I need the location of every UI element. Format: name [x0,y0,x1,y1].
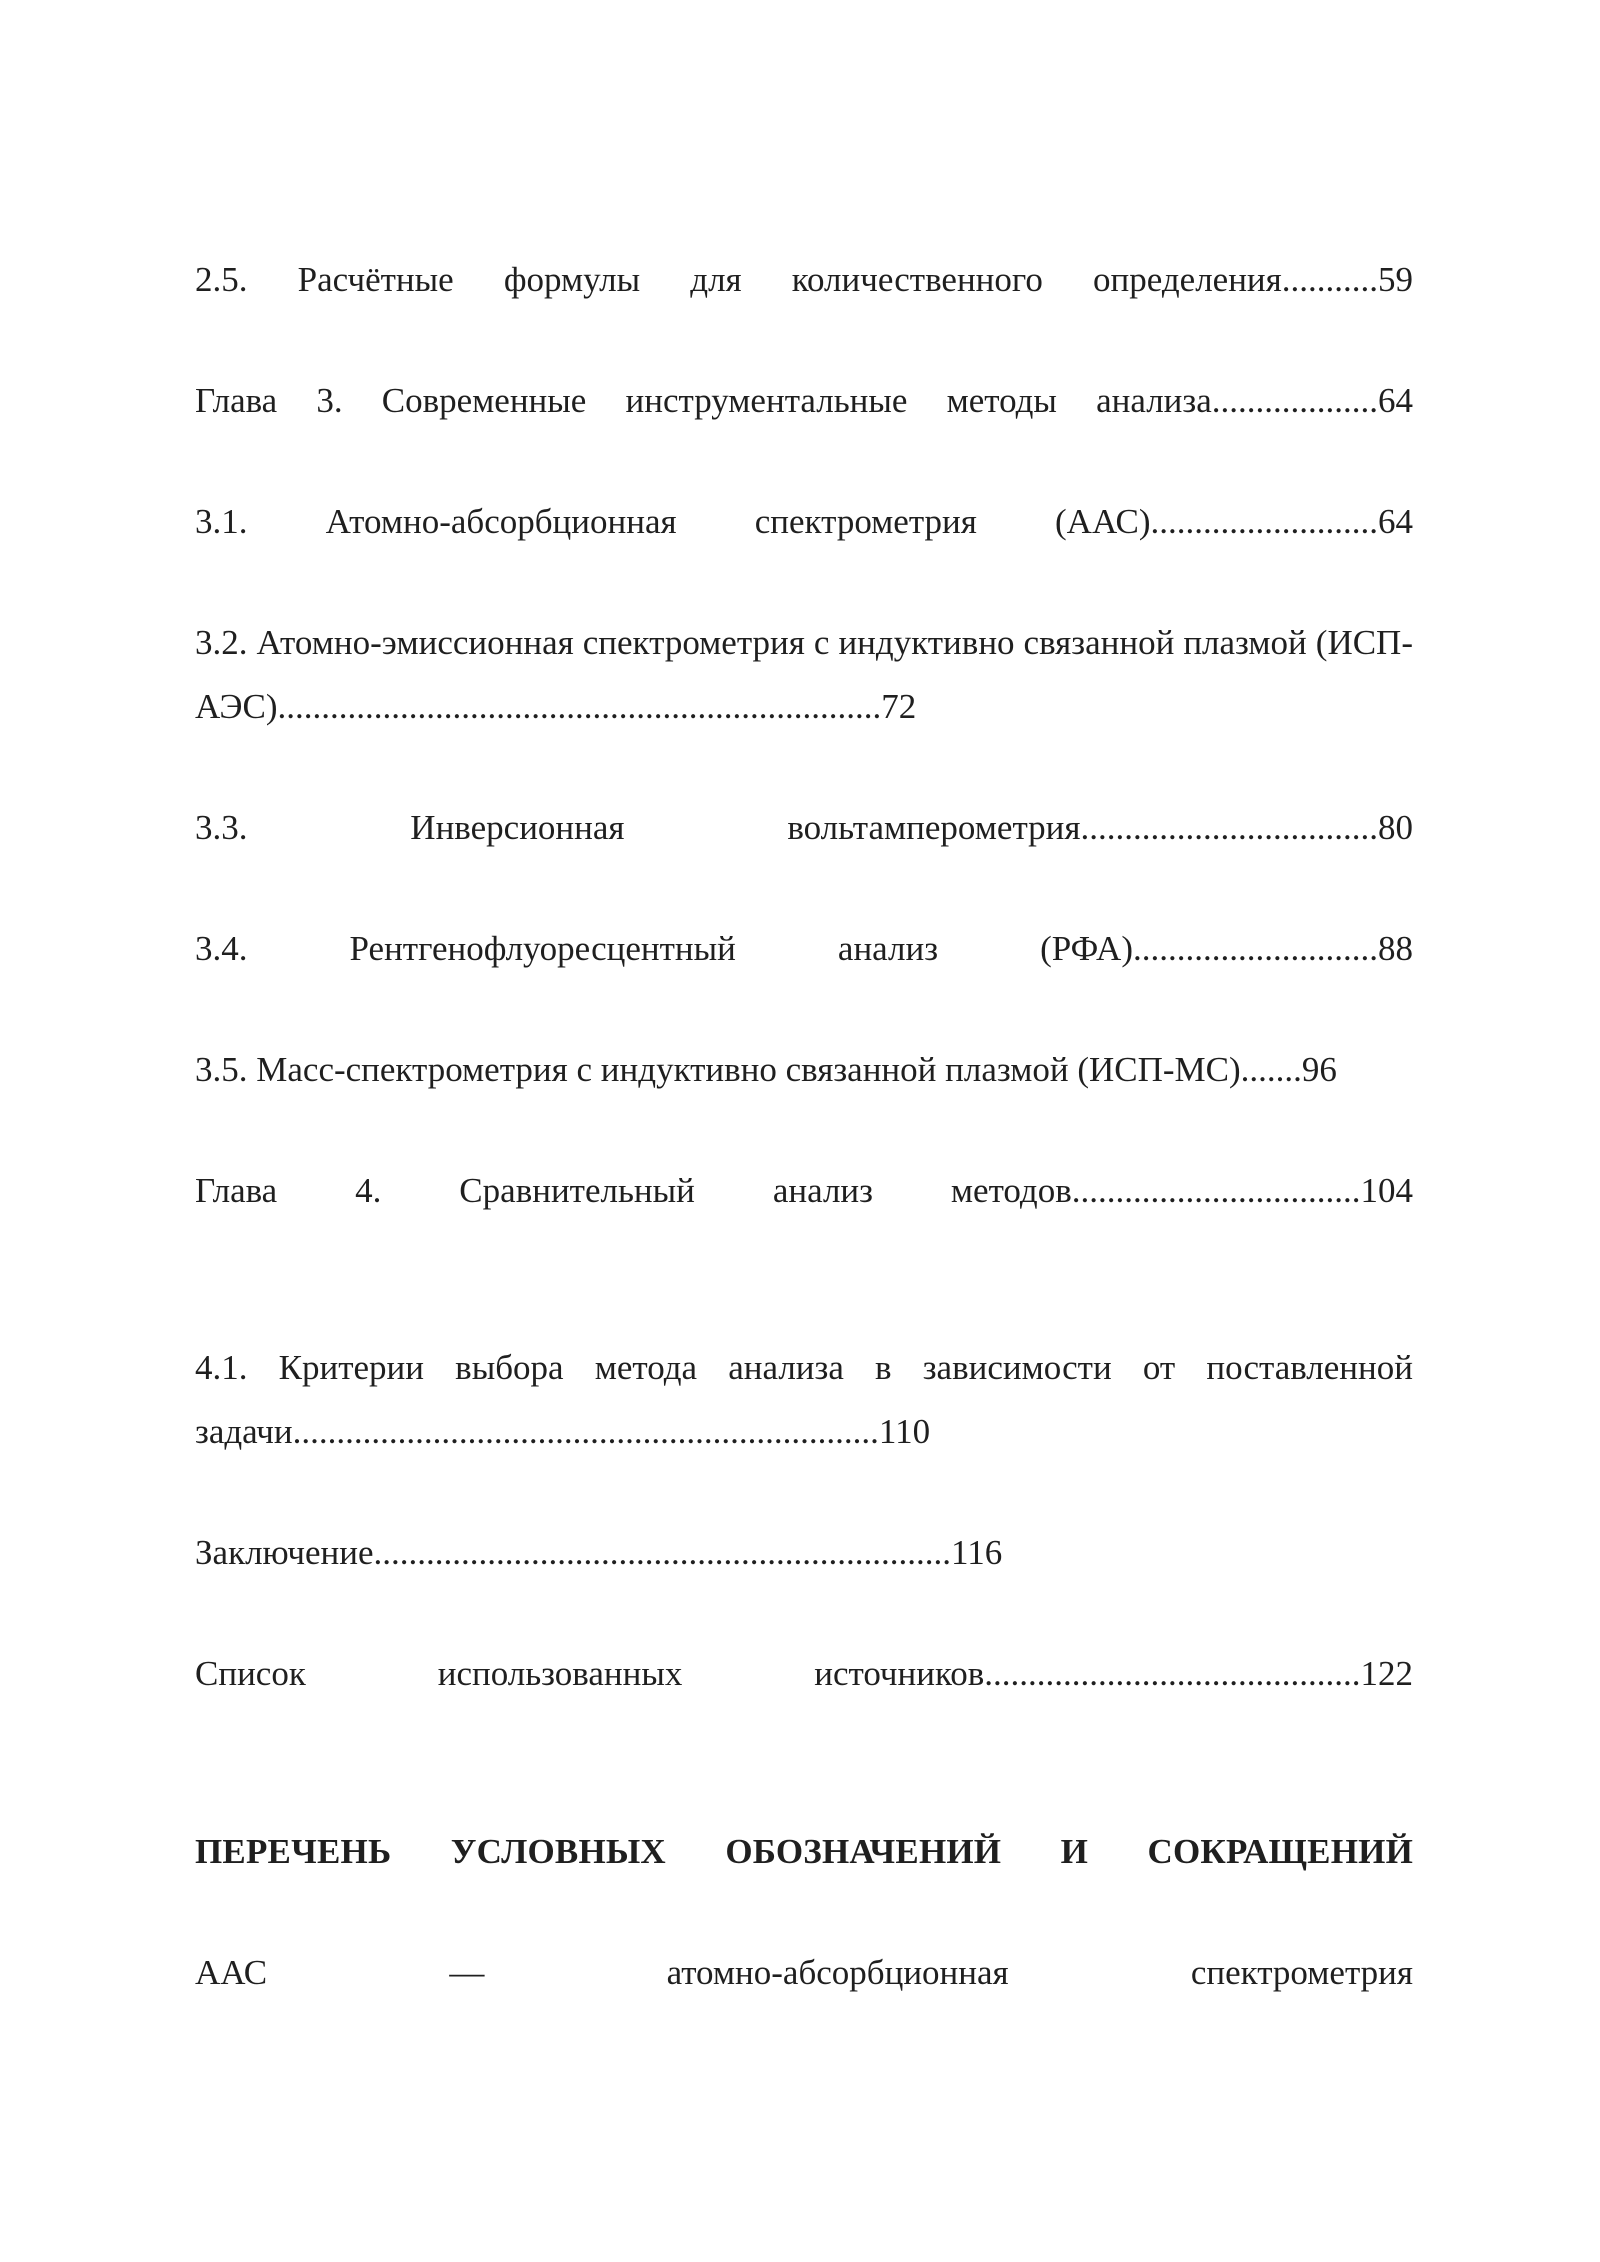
toc-entry-3-5: 3.5. Масс-спектрометрия с индуктивно связанной плазмой (ИСП-МС).......96 [195,1050,1337,1089]
abbreviation-entry: ААС — атомно-абсорбционная спектрометрия [195,1953,1413,1992]
toc-entry-3-2: 3.2. Атомно-эмиссионная спектрометрия с индуктивно связанной плазмой (ИСП-АЭС).....................................................................72 [195,623,1413,726]
toc-entry-3-1: 3.1. Атомно-абсорбционная спектрометрия (ААС)..........................64 [195,502,1413,541]
toc-entry-3-4: 3.4. Рентгенофлуоресцентный анализ (РФА)............................88 [195,929,1413,968]
table-of-contents [195,248,1413,2005]
toc-entry-4-1: 4.1. Критерии выбора метода анализа в зависимости от поставленной задачи...................................................................110 [195,1348,1413,1451]
toc-entry-2-5: 2.5. Расчётные формулы для количественного определения...........59 [195,260,1413,299]
toc-entry-chapter-4: Глава 4. Сравнительный анализ методов.................................104 [195,1171,1413,1210]
abbreviations-heading: ПЕРЕЧЕНЬ УСЛОВНЫХ ОБОЗНАЧЕНИЙ И СОКРАЩЕНИЙ [195,1832,1413,1871]
toc-entry-chapter-3: Глава 3. Современные инструментальные методы анализа...................64 [195,381,1413,420]
toc-entry-references: Список использованных источников...........................................122 [195,1654,1413,1693]
toc-entry-3-3: 3.3. Инверсионная вольтамперометрия..................................80 [195,808,1413,847]
toc-entry-conclusion: Заключение..................................................................116 [195,1533,1003,1572]
